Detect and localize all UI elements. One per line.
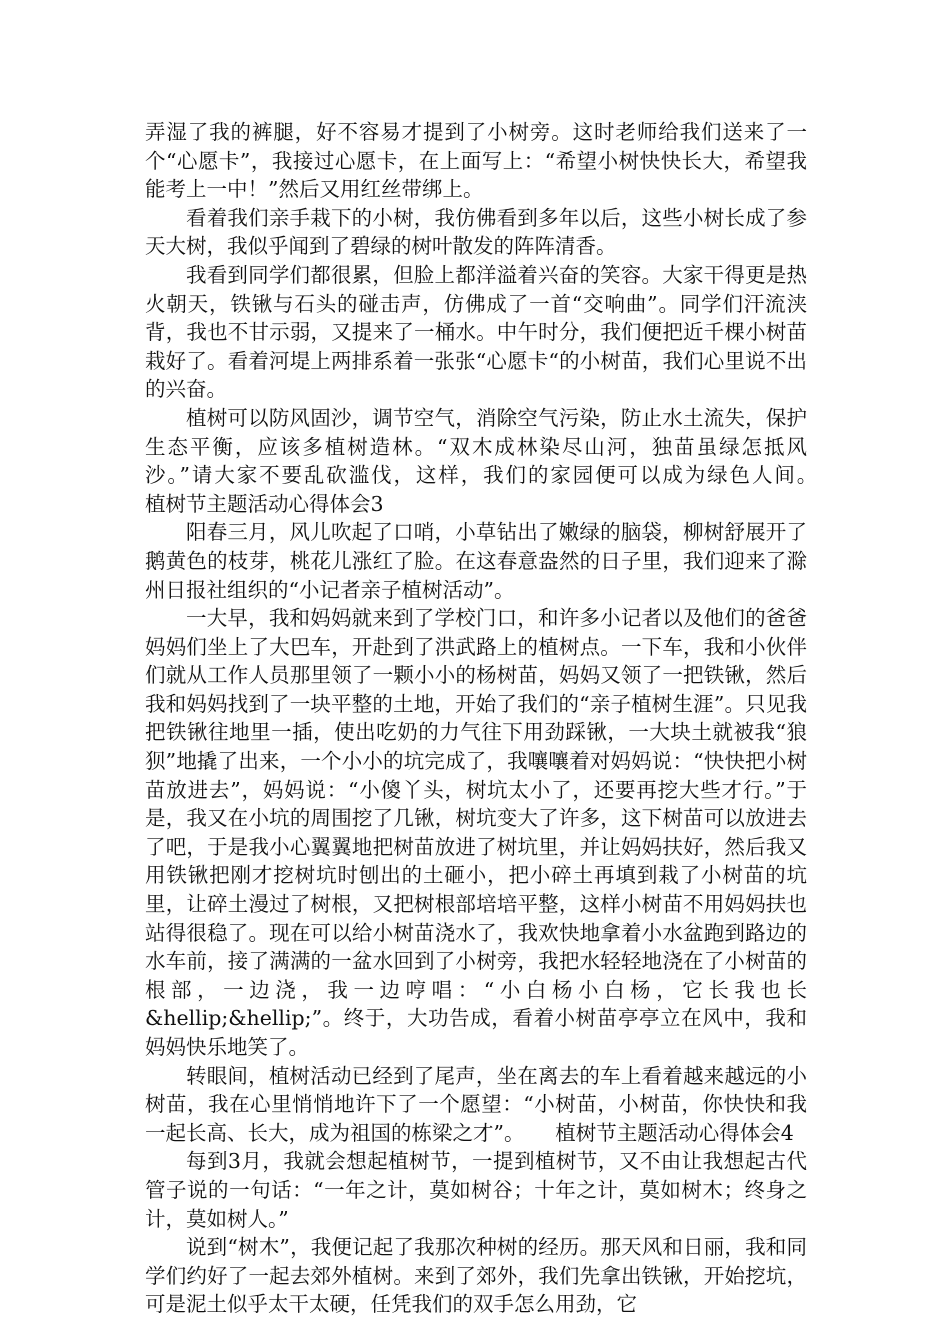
paragraph: 看着我们亲手栽下的小树，我仿佛看到多年以后，这些小树长成了参天大树，我似乎闻到了碧绿的树叶散发的阵阵清香。 [145,205,807,259]
paragraph: 阳春三月，风儿吹起了口哨，小草钻出了嫩绿的脑袋，柳树舒展开了鹅黄色的枝芽，桃花儿涨红了脸。在这春意盎然的日子里，我们迎来了滁州日报社组织的“小记者亲子植树活动”。 [145,520,807,602]
paragraph: 转眼间，植树活动已经到了尾声，坐在离去的车上看着越来越远的小树苗，我在心里悄悄地许下了一个愿望：“小树苗，小树苗，你快快和我一起长高、长大，成为祖国的栋梁之才”。 植树节主题活动心得体会4 [145,1063,807,1145]
document-body [145,118,848,1319]
paragraph: 一大早，我和妈妈就来到了学校门口，和许多小记者以及他们的爸爸妈妈们坐上了大巴车，开赴到了洪武路上的植树点。一下车，我和小伙伴们就从工作人员那里领了一颗小小的杨树苗，妈妈又领了一把铁锹，然后我和妈妈找到了一块平整的土地，开始了我们的“亲子植树生涯”。只见我把铁锹往地里一插，使出吃奶的力气往下用劲踩锹，一大块土就被我“狼狈”地撬了出来，一个小小的坑完成了，我嚷嚷着对妈妈说：“快快把小树苗放进去”，妈妈说：“小傻丫头，树坑太小了，还要再挖大些才行。”于是，我又在小坑的周围挖了几锹，树坑变大了许多，这下树苗可以放进去了吧，于是我小心翼翼地把树苗放进了树坑里，并让妈妈扶好，然后我又用铁锹把刚才挖树坑时刨出的土砸小，把小碎土再填到栽了小树苗的坑里，让碎土漫过了树根，又把树根部培培平整，这样小树苗不用妈妈扶也站得很稳了。现在可以给小树苗浇水了，我欢快地拿着小水盆跑到路边的水车前，接了满满的一盆水回到了小树旁，我把水轻轻地浇在了小树苗的根部，一边浇，我一边哼唱：“小白杨小白杨，它长我也长&hellip;&hellip;”。终于，大功告成，看着小树苗亭亭立在风中，我和妈妈快乐地笑了。 [145,606,807,1059]
paragraph: 每到3月，我就会想起植树节，一提到植树节，又不由让我想起古代管子说的一句话：“一年之计，莫如树谷；十年之计，莫如树木；终身之计，莫如树人。” [145,1149,807,1231]
paragraph: 说到“树木”，我便记起了我那次种树的经历。那天风和日丽，我和同学们约好了一起去郊外植树。来到了郊外，我们先拿出铁锹，开始挖坑，可是泥土似乎太干太硬，任凭我们的双手怎么用劲，它 [145,1235,807,1317]
paragraph: 我看到同学们都很累，但脸上都洋溢着兴奋的笑容。大家干得更是热火朝天，铁锹与石头的碰击声，仿佛成了一首“交响曲”。同学们汗流浃背，我也不甘示弱，又提来了一桶水。中午时分，我们便把近千棵小树苗栽好了。看着河堤上两排系着一张张“心愿卡“的小树苗，我们心里说不出的兴奋。 [145,262,807,402]
paragraph: 植树可以防风固沙，调节空气，消除空气污染，防止水土流失，保护生态平衡，应该多植树造林。“双木成林染尽山河，独苗虽绿怎抵风沙。”请大家不要乱砍滥伐，这样，我们的家园便可以成为绿色人间。 植树节主题活动心得体会3 [145,405,848,516]
paragraph: 弄湿了我的裤腿，好不容易才提到了小树旁。这时老师给我们送来了一个“心愿卡”，我接过心愿卡，在上面写上：“希望小树快快长大，希望我能考上一中！”然后又用红丝带绑上。 [145,120,807,202]
